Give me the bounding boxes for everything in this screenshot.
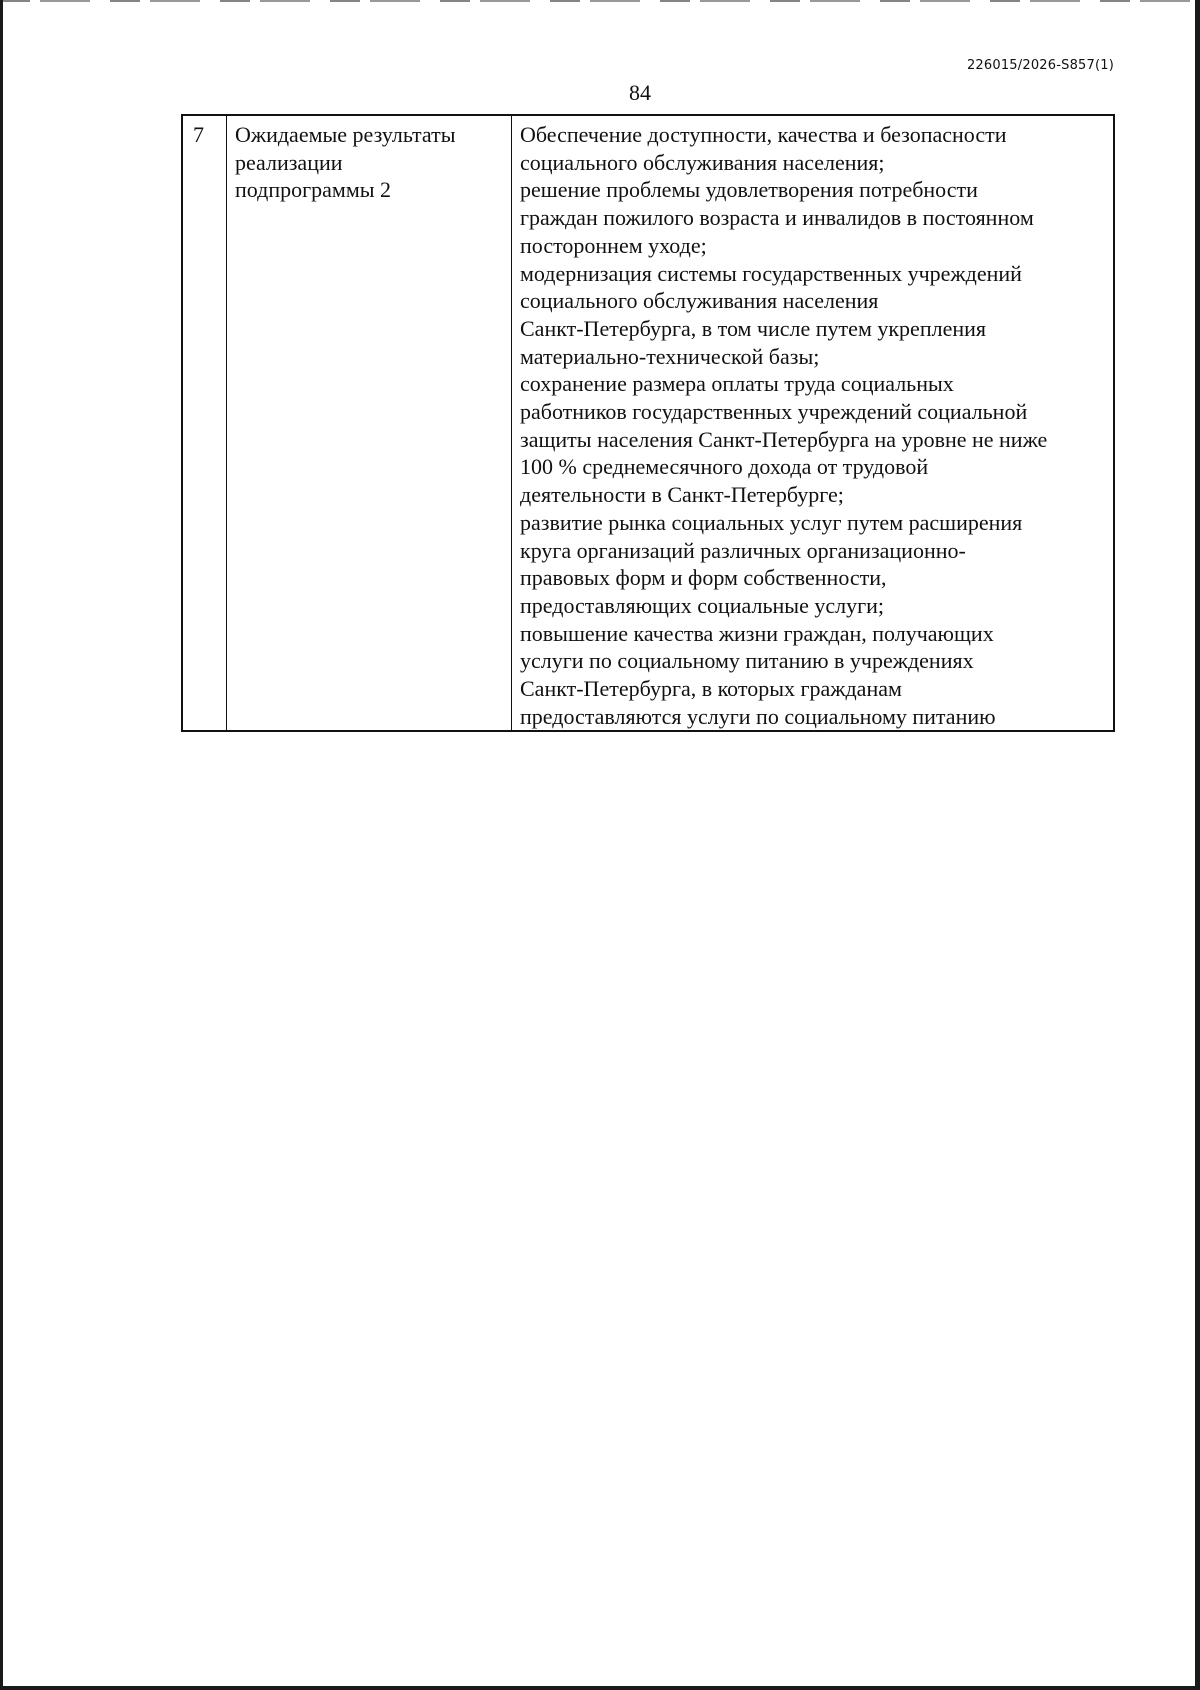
description-line: деятельности в Санкт-Петербурге; — [520, 482, 844, 508]
description-line: граждан пожилого возраста и инвалидов в постоянном — [520, 205, 1034, 231]
row-number-cell — [182, 115, 227, 731]
row-description-cell — [512, 115, 1115, 731]
description-line: услуги по социальному питанию в учреждениях — [520, 648, 974, 674]
row-name-line: Ожидаемые результаты — [235, 122, 456, 147]
table-row — [182, 115, 1114, 731]
description-line: предоставляются услуги по социальному питанию — [520, 703, 996, 729]
program-table — [181, 114, 1115, 732]
scan-edge-right — [1195, 0, 1200, 1690]
row-number: 7 — [193, 122, 204, 147]
description-line: работников государственных учреждений социальной — [520, 399, 1028, 425]
description-line: материально-технической базы; — [520, 343, 820, 369]
description-line: социального обслуживания населения — [520, 288, 879, 314]
row-name-cell — [227, 115, 512, 731]
description-line: развитие рынка социальных услуг путем расширения — [520, 509, 1023, 535]
description-line: социального обслуживания населения; — [520, 149, 885, 175]
description-line: Санкт-Петербурга, в которых гражданам — [520, 676, 902, 702]
description-line: предоставляющих социальные услуги; — [520, 592, 884, 618]
description-line: сохранение размера оплаты труда социальных — [520, 371, 954, 397]
description-line: Обеспечение доступности, качества и безопасности — [520, 122, 1007, 147]
row-name-line: реализации — [235, 149, 343, 175]
page-number: 84 — [629, 80, 651, 105]
description-line: круга организаций различных организационно- — [520, 537, 966, 563]
description-line: 100 % среднемесячного дохода от трудовой — [520, 454, 929, 480]
scan-edge-left — [0, 0, 3, 1690]
description-line: Санкт-Петербурга, в том числе путем укрепления — [520, 315, 986, 341]
description-line: постороннем уходе; — [520, 232, 707, 258]
scan-edge-top — [0, 0, 1200, 2]
scan-edge-bottom — [0, 1686, 1200, 1690]
description-line: повышение качества жизни граждан, получающих — [520, 620, 994, 646]
description-line: решение проблемы удовлетворения потребности — [520, 177, 978, 203]
document-code: 226015/2026-S857(1) — [966, 58, 1114, 73]
row-name-line: подпрограммы 2 — [235, 177, 392, 203]
description-line: защиты населения Санкт-Петербурга на уровне не ниже — [520, 426, 1048, 452]
description-line: правовых форм и форм собственности, — [520, 565, 887, 591]
description-line: модернизация системы государственных учреждений — [520, 260, 1022, 286]
